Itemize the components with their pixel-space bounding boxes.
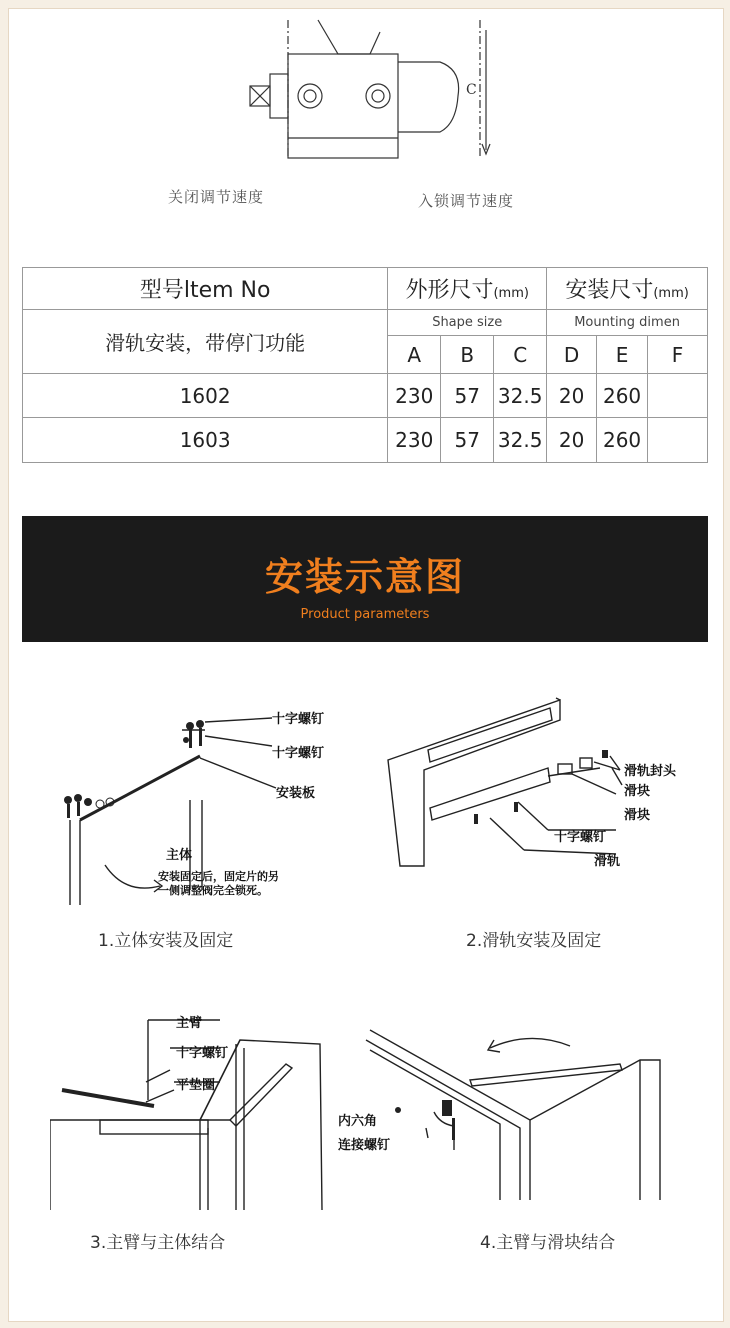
dimension-label: C xyxy=(466,82,477,98)
step2-caption: 2.滑轨安装及固定 xyxy=(466,931,602,951)
shape-header: 外形尺寸 xyxy=(405,278,494,303)
step1-label-body: 主体 xyxy=(166,848,193,863)
cell-b: 57 xyxy=(441,418,494,463)
shape-header-cell xyxy=(388,268,547,310)
cell-e: 260 xyxy=(597,418,648,463)
step3-label-washer: 平垫圈 xyxy=(176,1078,216,1093)
step4-label-hex: 内六角 xyxy=(338,1114,378,1129)
step1-label-mount-plate: 安装板 xyxy=(276,786,316,801)
mount-header-cell xyxy=(547,268,708,310)
table-row xyxy=(23,418,708,463)
cell-c: 32.5 xyxy=(494,374,547,418)
table-row xyxy=(23,374,708,418)
step1-label-screw-1: 十字螺钉 xyxy=(272,712,325,727)
step1-note-line2: 一侧调整阀完全锁死。 xyxy=(158,884,268,897)
shape-unit: (mm) xyxy=(493,286,529,301)
col-header-e: E xyxy=(597,336,648,374)
step2-label-slider-1: 滑块 xyxy=(624,784,651,799)
cell-a: 230 xyxy=(388,418,441,463)
step1-label-screw-2: 十字螺钉 xyxy=(272,746,325,761)
col-header-c: C xyxy=(494,336,547,374)
step4-label-connect-screw: 连接螺钉 xyxy=(338,1138,391,1153)
cell-b: 57 xyxy=(441,374,494,418)
section-banner xyxy=(22,516,708,642)
step3-illustration xyxy=(50,1010,340,1210)
cell-a: 230 xyxy=(388,374,441,418)
row-model: 1603 xyxy=(23,418,388,463)
col-header-b: B xyxy=(441,336,494,374)
step4-illustration xyxy=(330,1020,670,1210)
caption-close-speed: 关闭调节速度 xyxy=(168,188,265,206)
row-model: 1602 xyxy=(23,374,388,418)
shape-sub: Shape size xyxy=(388,310,547,336)
cell-c: 32.5 xyxy=(494,418,547,463)
spec-table xyxy=(22,267,708,463)
col-header-a: A xyxy=(388,336,441,374)
step3-label-screw: 十字螺钉 xyxy=(176,1046,229,1061)
step2-label-screw: 十字螺钉 xyxy=(554,830,607,845)
step1-note-line1: 安装固定后，固定片的另 xyxy=(158,870,279,883)
step2-label-rail-cap: 滑轨封头 xyxy=(624,764,677,779)
closer-technical-drawing xyxy=(230,10,510,170)
caption-lock-speed: 入锁调节速度 xyxy=(418,192,515,210)
step3-caption: 3.主臂与主体结合 xyxy=(90,1233,226,1253)
cell-f xyxy=(648,418,708,463)
banner-subtitle: Product parameters xyxy=(300,607,430,622)
cell-e: 260 xyxy=(597,374,648,418)
step2-illustration xyxy=(380,690,720,880)
mount-sub: Mounting dimen xyxy=(547,310,708,336)
mount-unit: (mm) xyxy=(653,286,689,301)
banner-title: 安装示意图 xyxy=(264,555,465,599)
step4-caption: 4.主臂与滑块结合 xyxy=(480,1233,616,1253)
cell-d: 20 xyxy=(547,374,597,418)
model-desc: 滑轨安装，带停门功能 xyxy=(23,310,388,374)
mount-header: 安装尺寸 xyxy=(565,278,654,303)
col-header-d: D xyxy=(547,336,597,374)
step1-caption: 1.立体安装及固定 xyxy=(98,931,234,951)
cell-d: 20 xyxy=(547,418,597,463)
model-header: 型号ltem No xyxy=(23,268,388,310)
col-header-f: F xyxy=(648,336,708,374)
step3-label-main-arm: 主臂 xyxy=(176,1016,203,1031)
step2-label-slider-2: 滑块 xyxy=(624,808,651,823)
step2-label-rail: 滑轨 xyxy=(594,854,621,869)
cell-f xyxy=(648,374,708,418)
